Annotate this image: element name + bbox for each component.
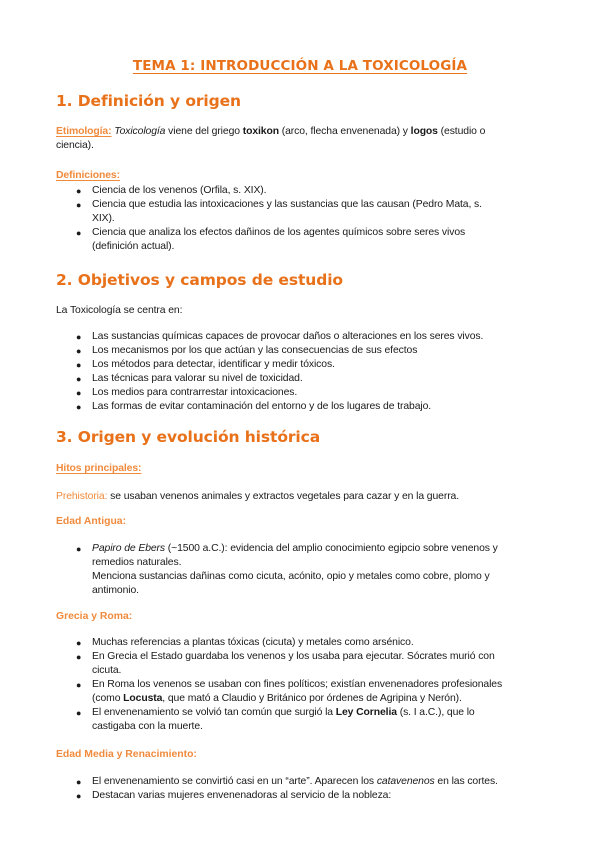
list-item: ● Destacan varias mujeres envenenadoras al servicio de la nobleza: bbox=[76, 790, 392, 801]
definitions-label-text: Definiciones: bbox=[56, 170, 120, 181]
subheading-middle-ages: Edad Media y Renacimiento: bbox=[56, 749, 197, 760]
list-item: ● Las formas de evitar contaminación del entorno y de los lugares de trabajo. bbox=[76, 401, 432, 412]
list-item: ● Muchas referencias a plantas tóxicas (cicuta) y metales como arsénico. bbox=[76, 637, 414, 648]
milestones-label bbox=[56, 462, 548, 476]
section-heading-3: 3. Origen y evolución histórica bbox=[56, 428, 321, 446]
section-heading-1: 1. Definición y origen bbox=[56, 92, 241, 110]
list-item: ● Los métodos para detectar, identificar y medir tóxicos. bbox=[76, 359, 335, 370]
objectives-list bbox=[56, 330, 548, 414]
prehistory-paragraph bbox=[56, 490, 548, 504]
etymology-word-toxikon: toxikon bbox=[242, 126, 279, 137]
subheading-antiquity: Edad Antigua: bbox=[56, 516, 127, 527]
middle-ages-list bbox=[56, 775, 548, 803]
etymology-text: viene del griego bbox=[165, 126, 243, 137]
list-item: ● Las técnicas para valorar su nivel de toxicidad. bbox=[76, 373, 303, 384]
list-item: ● Los medios para contrarrestar intoxicaciones. bbox=[76, 387, 298, 398]
etymology-text: (arco, flecha envenenada) y bbox=[278, 126, 411, 137]
etymology-text: (estudio o bbox=[437, 126, 486, 137]
list-item: ● El envenenamiento se convirtió casi en un “arte”. Aparecen los catavenenos en las cortes. bbox=[76, 776, 498, 787]
greece-rome-list bbox=[56, 636, 548, 734]
list-item: ● Ciencia que estudia las intoxicaciones y las sustancias que las causan (Pedro Mata, s. XIX). bbox=[76, 199, 482, 224]
prehistory-text: se usaban venenos animales y extractos vegetales para cazar y en la guerra. bbox=[107, 491, 460, 502]
list-item: ● En Roma los venenos se usaban con fines políticos; existían envenenadores profesionales (como Locusta, que mató a Claudio y Británico por órdenes de Agripina y Nerón). bbox=[76, 679, 503, 704]
list-item: ● Los mecanismos por los que actúan y las consecuencias de sus efectos bbox=[76, 345, 418, 356]
etymology-paragraph bbox=[56, 125, 548, 153]
etymology-word-logos: logos bbox=[410, 126, 438, 137]
definitions-list bbox=[56, 184, 548, 254]
etymology-term: Toxicología bbox=[114, 126, 166, 137]
list-item: ● En Grecia el Estado guardaba los venenos y los usaba para ejecutar. Sócrates murió con cicuta. bbox=[76, 651, 495, 676]
objectives-intro: La Toxicología se centra en: bbox=[56, 305, 183, 316]
list-item: ● El envenenamiento se volvió tan común que surgió la Ley Cornelia (s. I a.C.), que lo castigaba con la muerte. bbox=[76, 707, 475, 732]
antiquity-list bbox=[56, 542, 548, 598]
definitions-label bbox=[56, 169, 548, 183]
subheading-greece-rome: Grecia y Roma: bbox=[56, 611, 133, 622]
list-item: ● Ciencia de los venenos (Orfila, s. XIX). bbox=[76, 185, 267, 196]
prehistory-label: Prehistoria: bbox=[56, 491, 108, 502]
list-item: ● Papiro de Ebers (~1500 a.C.): evidencia del amplio conocimiento egipcio sobre venenos y remedios naturales. Menciona sustancias dañinas como cicuta, acónito, opio y metales como cobre, plomo y antimonio. bbox=[76, 543, 498, 596]
section-heading-2: 2. Objetivos y campos de estudio bbox=[56, 271, 343, 289]
page-title: TEMA 1: INTRODUCCIÓN A LA TOXICOLOGÍA bbox=[132, 58, 468, 74]
list-item: ● Ciencia que analiza los efectos dañinos de los agentes químicos sobre seres vivos (definición actual). bbox=[76, 227, 466, 252]
etymology-label: Etimología: bbox=[56, 126, 112, 137]
etymology-text: ciencia). bbox=[56, 140, 94, 151]
list-item: ● Las sustancias químicas capaces de provocar daños o alteraciones en los seres vivos. bbox=[76, 331, 484, 342]
milestones-label-text: Hitos principales: bbox=[56, 463, 142, 474]
